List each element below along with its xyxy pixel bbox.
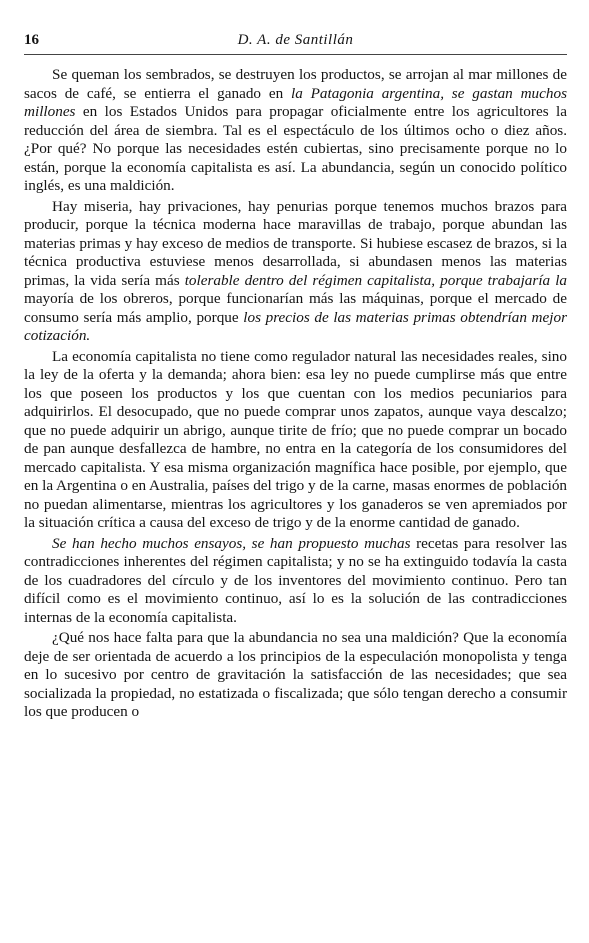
page-header xyxy=(24,32,567,50)
text-run: Hay miseria, hay privaciones, hay penurias porque tenemos muchos brazos para producir, porque la técnica moderna hace maravillas de trabajo, porque abundan las materias primas y hay exceso de medios de transporte. Si hubiese escasez de brazos, si la técnica productiva estuviese menos desarrollada, si abundasen menos las materias primas, la vida sería más xyxy=(24,197,567,289)
running-head: D. A. de Santillán xyxy=(237,32,354,48)
body-text xyxy=(24,66,567,722)
paragraph xyxy=(24,66,567,196)
header-rule xyxy=(24,54,567,55)
paragraph xyxy=(24,535,567,628)
italic-run: Se han hecho muchos ensayos, se han propuesto muchas xyxy=(52,534,411,552)
text-run: La economía capitalista no tiene como regulador natural las necesidades reales, sino la ley de la oferta y la demanda; ahora bien: esa ley no puede cumplirse más que entre los que poseen los productos y los que cuentan con los medios pecuniarios para adquirirlos. El desocupado, que no puede comprar unos zapatos, aunque vaya descalzo; que no puede adquirir un abrigo, aunque tirite de frío; que no puede comprar un bocado de pan aunque desfallezca de hambre, no entra en la categoría de los consumidores del mercado capitalista. Y esa misma organización magnífica hace posible, por ejemplo, que en la Argentina o en Australia, países del trigo y de la carne, masas enormes de población no puedan alimentarse, mientras los agricultores y los ganaderos se ven apremiados por la situación crítica a causa del exceso de trigo y de la enorme cantidad de ganado. xyxy=(24,347,567,531)
text-run: en los Estados Unidos para propagar oficialmente entre los agricultores la reducción del área de siembra. Tal es el espectáculo de los últimos ocho o diez años. ¿Por qué? No porque las necesidades estén cubiertas, sino precisamente porque no lo están, porque la economía capitalista es así. La abundancia, según un conocido político inglés, es una maldición. xyxy=(24,103,567,194)
paragraph xyxy=(24,198,567,346)
text-run: mayoría de los obreros, porque funcionarían más las máquinas, porque el mercado de consumo sería más amplio, porque xyxy=(24,290,567,326)
italic-run: tolerable dentro del régimen capitalista, porque trabajaría la xyxy=(184,271,568,289)
page-number: 16 xyxy=(24,32,39,48)
italic-run: la Patagonia argentina, se gastan muchos millones xyxy=(24,84,567,120)
text-run: recetas para resolver las contradicciones inherentes del régimen capitalista; y no se ha extinguido todavía la casta de los cuadradores del círculo y de los inventores del movimiento continuo. Pero tan difícil como es el movimiento continuo, así lo es la solución de las contradicciones internas de la economía capitalista. xyxy=(24,534,567,626)
text-run: Se queman los sembrados, se destruyen los productos, se arrojan al mar millones de sacos de café, se entierra el ganado en xyxy=(24,66,567,102)
paragraph xyxy=(24,348,567,533)
italic-run: los precios de las materias primas obtendrían mejor cotización. xyxy=(24,308,567,344)
text-run: ¿Qué nos hace falta para que la abundancia no sea una maldición? Que la economía deje de ser orientada de acuerdo a los principios de la especulación monopolista y tenga en lo sucesivo por centro de gravitación la satisfacción de las necesidades; que sea socializada la propiedad, no estatizada o fiscalizada; que sólo tengan derecho a consumir los que producen o xyxy=(24,629,567,720)
paragraph xyxy=(24,629,567,722)
